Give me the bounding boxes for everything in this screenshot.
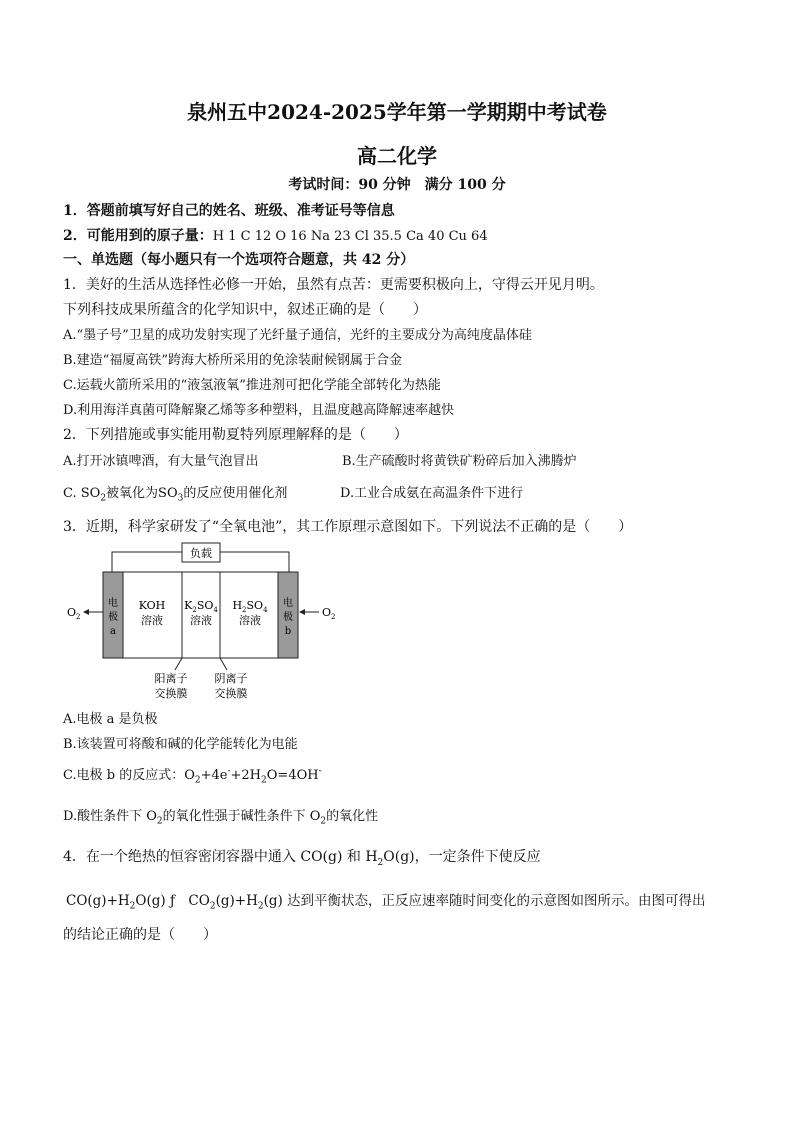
q3-option-d: D.酸性条件下 $O_2$的氧化性强于碱性条件下 $O_2$的氧化性 [63, 809, 379, 827]
cation-membrane-label-2: 交换膜 [154, 687, 188, 700]
q1-option-a: A.“墨子号”卫星的成功发射实现了光纤量子通信，光纤的主要成分为高纯度晶体硅 [63, 328, 532, 343]
q1-option-d: D.利用海洋真菌可降解聚乙烯等多种塑料，且温度越高降解速率越快 [63, 403, 455, 418]
electrode-a-label-2: 极 [108, 612, 118, 623]
k2so4-solution-label: 溶液 [190, 614, 212, 627]
o2-out-arrow-head [83, 609, 89, 615]
koh-solution-label: 溶液 [141, 614, 163, 627]
note-1: 1．答题前填写好自己的姓名、班级、准考证号等信息 [63, 203, 395, 219]
q3-option-a: A.电极 a 是负极 [63, 712, 158, 727]
q4-equation-line: $CO(g)+H_2O(g)$ ƒ $CO_2(g)+H_2(g)$ 达到平衡状态，正反应速率随时间变化的示意图如图所示。由图可得出 [66, 893, 706, 912]
anion-membrane-leader [220, 658, 227, 670]
q3-option-c: C.电极 b 的反应式：$O_2+4e^-+2H_2O=4OH^-$ [63, 766, 322, 786]
circuit-wire-left [112, 552, 182, 572]
cation-membrane-label-1: 阳离子 [154, 672, 188, 685]
school-title: 泉州五中2024-2025学年第一学期期中考试卷 [187, 100, 607, 124]
anion-membrane-label-1: 阴离子 [214, 672, 248, 685]
o2-in-arrow-head [299, 609, 305, 615]
q1-option-b: B.建造“福厦高铁”跨海大桥所采用的免涂装耐候钢属于合金 [63, 353, 402, 368]
q2-option-a: A.打开冰镇啤酒，有大量气泡冒出 [63, 454, 259, 469]
h2so4-label: $H_2SO_4$ [232, 599, 268, 614]
koh-label: KOH [138, 599, 166, 612]
note-2-label: 2．可能用到的原子量： [63, 228, 213, 244]
electrode-a-label-1: 电 [108, 598, 118, 609]
subject-title: 高二化学 [357, 144, 437, 168]
q3-option-b: B.该装置可将酸和碱的化学能转化为电能 [63, 737, 298, 752]
electrode-b-label-1: 电 [283, 598, 293, 609]
o2-left-label: $O_2$ [67, 606, 81, 621]
electrode-b-label-3: b [284, 626, 292, 637]
section-1-heading: 一、单选题（每小题只有一个选项符合题意，共 42 分） [63, 252, 415, 268]
q1-option-c: C.运载火箭所采用的“液氢液氧”推进剂可把化学能全部转化为热能 [63, 378, 441, 393]
o2-right-label: $O_2$ [322, 606, 336, 621]
q3-stem: 3．近期，科学家研发了“全氧电池”，其工作原理示意图如下。下列说法不正确的是（ ） [63, 519, 633, 535]
anion-membrane-label-2: 交换膜 [214, 687, 248, 700]
electrode-a-label-3: a [110, 626, 116, 637]
q1-stem-line2: 下列科技成果所蕴含的化学知识中，叙述正确的是（ ） [63, 302, 427, 318]
cation-membrane-leader [175, 658, 182, 670]
exam-info: 考试时间：90 分钟 满分 100 分 [288, 177, 506, 193]
electrode-b-label-2: 极 [283, 612, 293, 623]
q2-option-d: D.工业合成氨在高温条件下进行 [340, 486, 524, 501]
q2-stem: 2．下列措施或事实能用勒夏特列原理解释的是（ ） [63, 427, 408, 443]
q4-stem-end: 的结论正确的是（ ） [63, 927, 217, 943]
atomic-masses: H 1 C 12 O 16 Na 23 Cl 35.5 Ca 40 Cu 64 [212, 229, 488, 244]
h2so4-solution-label: 溶液 [239, 614, 261, 627]
load-label: 负载 [190, 547, 212, 560]
note-2 [63, 225, 488, 245]
q2-option-c: C. $SO_2$被氧化为$SO_3$的反应使用催化剂 [63, 486, 288, 504]
q2-option-b: B.生产硫酸时将黄铁矿粉碎后加入沸腾炉 [342, 454, 577, 469]
q1-stem-line1: 1．美好的生活从选择性必修一开始，虽然有点苦：更需要积极向上，守得云开见月明。 [63, 277, 604, 293]
circuit-wire-right [220, 552, 289, 572]
q4-stem: 4．在一个绝热的恒容密闭容器中通入 CO(g) 和 $H_2O(g)$，一定条件下使反应 [63, 849, 541, 868]
battery-diagram [63, 542, 353, 704]
k2so4-label: $K_2SO_4$ [184, 599, 218, 614]
